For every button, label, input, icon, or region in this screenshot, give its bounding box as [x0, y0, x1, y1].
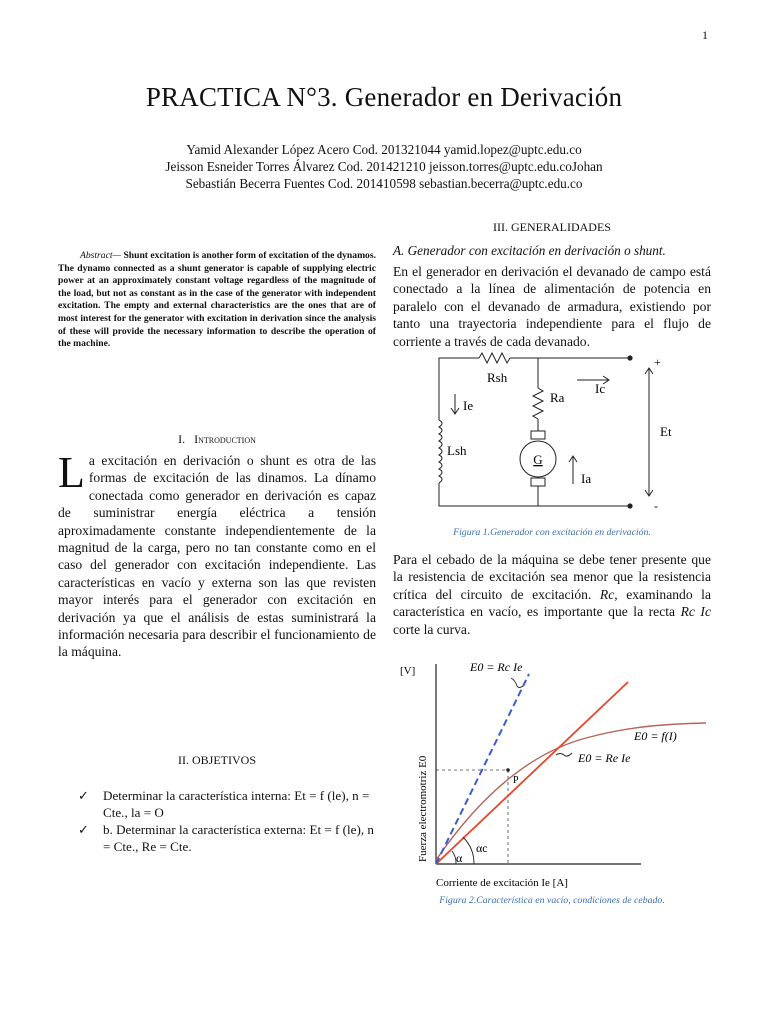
pointer-rc — [511, 678, 523, 688]
paper-title: PRACTICA N°3. Generador en Derivación — [145, 82, 623, 112]
section-heading-generalidades: III. GENERALIDADES — [493, 220, 611, 234]
point-p — [506, 768, 510, 772]
label-p: P — [513, 775, 519, 786]
label-ic: Ic — [595, 381, 606, 396]
objectives-list — [78, 787, 378, 855]
label-et: Et — [660, 424, 672, 439]
introduction-text: a excitación en derivación o shunt es otra de las formas de excitación de las dinamos. La dínamo conectada como generador en derivación es capaz de suministrar energía eléctrica a tensión aproximadamente constante independientemente de la magnitud de la carga, pero no tan constante como en el caso del generador con excitación independiente. Las características en vacío y externa son las que revisten mayor interés para el generador con excitación en derivación ya que el análisis de estas suministrará la información necesaria para describir el funcionamiento de la máquina. — [58, 453, 376, 660]
label-lsh: Lsh — [447, 443, 467, 458]
label-alpha-c: αc — [476, 841, 488, 855]
subsection-heading: A. Generador con excitación en derivación o shunt. — [393, 243, 666, 258]
label-ra: Ra — [550, 390, 565, 405]
pointer-re — [556, 753, 572, 756]
terminal-plus — [627, 355, 632, 360]
author-block — [0, 141, 768, 192]
curve-e0-f — [436, 723, 706, 860]
alpha-c-arc — [463, 837, 474, 864]
author-line: Yamid Alexander López Acero Cod. 201321044 yamid.lopez@uptc.edu.co — [186, 142, 582, 157]
line-e0-re — [436, 682, 628, 864]
generalidades-paragraph: En el generador en derivación el devanado de campo está conectado a la línea de alimentación de potencia en paralelo con el devanado de armadura, existiendo por tanto una trayectoria independiente para el flujo de corriente a través de cada devanado. — [393, 264, 711, 349]
x-axis-label: Corriente de excitación Ie [A] — [436, 877, 568, 889]
list-item — [78, 787, 378, 821]
paragraph-text: corte la curva. — [393, 621, 471, 637]
symbol-rc-ic: Rc Ic — [680, 604, 711, 620]
label-alpha: α — [456, 851, 463, 865]
section-heading-introduction — [58, 432, 376, 447]
author-line: Jeisson Esneider Torres Álvarez Cod. 201421210 jeisson.torres@uptc.edu.coJohan — [165, 159, 603, 174]
objective-text: Determinar la característica interna: Et = f (le), n = Cte., la = O — [103, 788, 370, 820]
shunt-generator-circuit-diagram — [425, 348, 695, 518]
introduction-paragraph — [58, 448, 376, 661]
checkmark-icon: ✓ — [78, 788, 89, 803]
author-line: Sebastián Becerra Fuentes Cod. 201410598 sebastian.becerra@uptc.edu.co — [185, 176, 583, 191]
label-plus: + — [654, 355, 661, 369]
objective-text: b. Determinar la característica externa: Et = f (le), n = Cte., Re = Cte. — [103, 822, 374, 854]
label-g: G — [533, 452, 543, 467]
label-ia: Ia — [581, 471, 592, 486]
figure-1-caption: Figura 1.Generador con excitación en derivación. — [453, 527, 651, 538]
y-axis-label: Fuerza electromotriz E0 — [417, 755, 429, 862]
cebado-paragraph — [393, 551, 711, 638]
label-minus: - — [654, 499, 658, 513]
list-item — [78, 821, 378, 855]
no-load-characteristic-chart — [396, 652, 736, 897]
section-heading-objetivos: II. OBJETIVOS — [178, 753, 256, 767]
terminal-minus — [627, 503, 632, 508]
page-number: 1 — [702, 28, 708, 42]
abstract — [58, 250, 376, 351]
line-e0-rc — [436, 674, 529, 864]
abstract-label: Abstract— — [80, 250, 122, 261]
section-title: Introduction — [194, 432, 256, 446]
section-number: I. — [178, 432, 186, 446]
figure-2-caption: Figura 2.Característica en vacío, condiciones de cebado. — [439, 895, 665, 906]
abstract-text: Shunt excitation is another form of excitation of the dynamos. The dynamo connected as a shunt generator is capable of supplying electric power at an approximately constant voltage regardless of the magnitude of the load, but not as constant as in the case of the generator with independent excitation. The empty and external characteristics are the ones that are of most interest for the generator with excitation in derivation since the analysis of these will provide the necessary information to describe the operation of the machine. — [58, 250, 376, 350]
paragraph-text: Para el cebado de la máquina se debe tener presente que la resistencia de excitación sea menor que la resistencia crítica del circuito de excitación. — [393, 552, 711, 602]
label-rsh: Rsh — [487, 370, 508, 385]
paragraph-text: , examinando la característica en vacío, es importante que la recta — [393, 586, 711, 620]
drop-cap: L — [58, 448, 85, 497]
symbol-rc: Rc — [599, 586, 615, 602]
label-e0-f: E0 = f(I) — [634, 729, 677, 743]
label-e0-rc: E0 = Rc Ie — [470, 660, 523, 674]
label-e0-re: E0 = Re Ie — [578, 751, 631, 765]
y-unit: [V] — [400, 665, 416, 677]
label-ie: Ie — [463, 398, 474, 413]
checkmark-icon: ✓ — [78, 822, 89, 837]
